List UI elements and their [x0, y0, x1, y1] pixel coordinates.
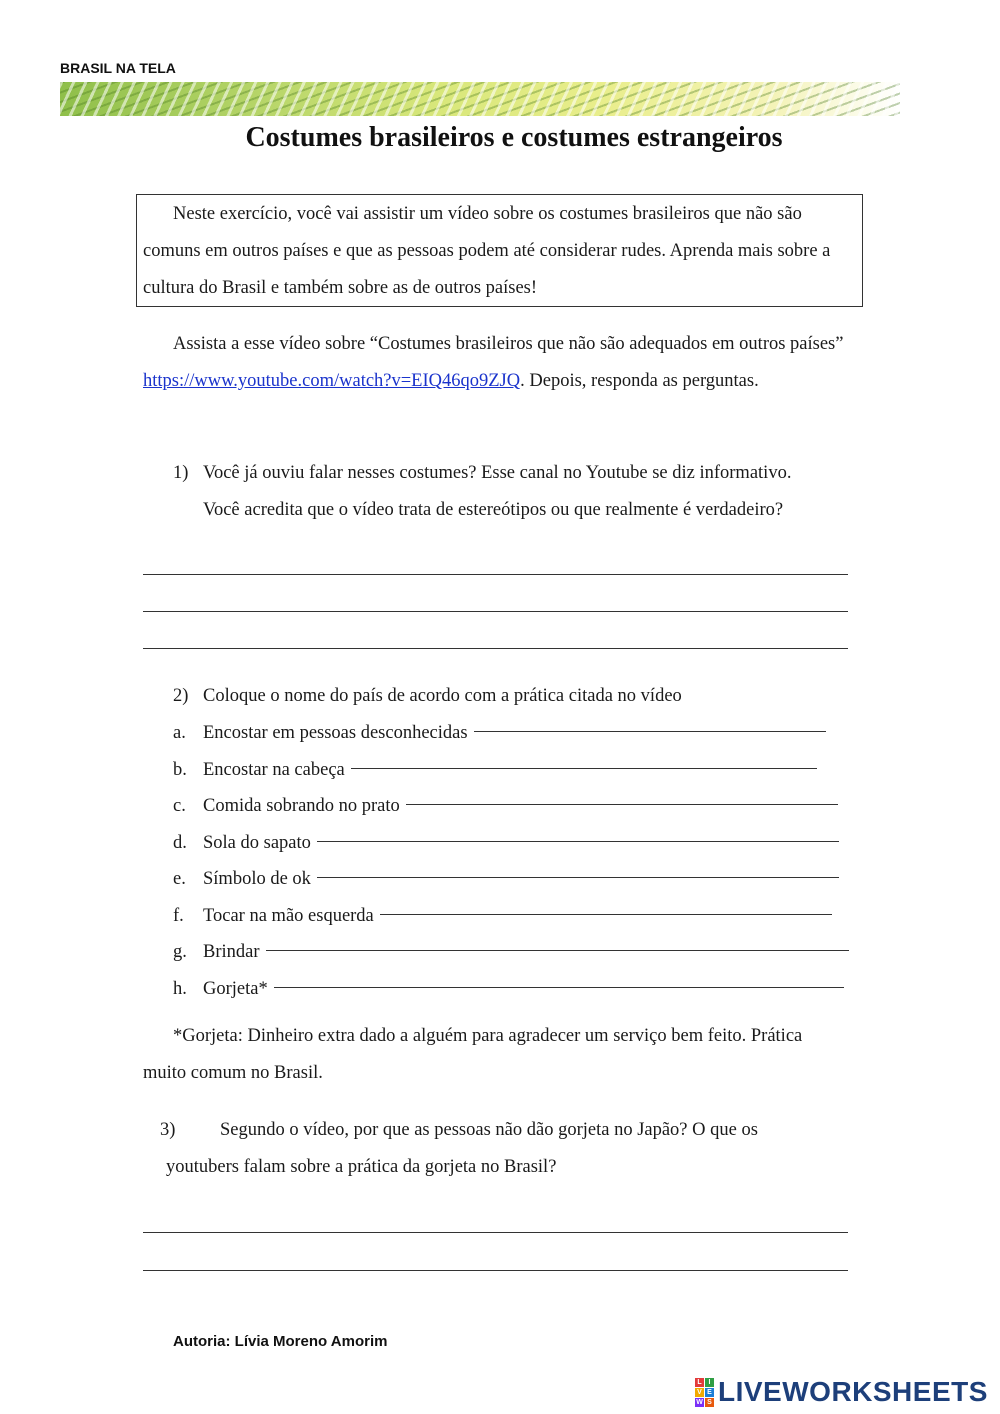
list-item — [173, 752, 817, 789]
question-text-continued: youtubers falam sobre a prática da gorjeta no Brasil? — [166, 1157, 557, 1177]
list-item — [173, 971, 844, 1008]
item-letter: g. — [173, 942, 187, 962]
answer-line[interactable] — [143, 1232, 848, 1233]
header-label: BRASIL NA TELA — [60, 60, 176, 76]
answer-line[interactable] — [266, 950, 849, 951]
item-letter: a. — [173, 723, 186, 743]
video-link[interactable]: https://www.youtube.com/watch?v=EIQ46qo9ZJQ — [143, 371, 521, 391]
answer-line[interactable] — [317, 841, 839, 842]
answer-line[interactable] — [274, 987, 844, 988]
question-number: 2) — [173, 686, 189, 706]
list-item — [173, 715, 826, 752]
item-letter: h. — [173, 979, 187, 999]
answer-line[interactable] — [317, 877, 839, 878]
answer-line[interactable] — [474, 731, 826, 732]
item-label: Tocar na mão esquerda — [203, 906, 374, 926]
page-title: Costumes brasileiros e costumes estrangeiros — [245, 122, 783, 153]
intro-text: Neste exercício, você vai assistir um vídeo sobre os costumes brasileiros que não são comuns em outros países e que as pessoas podem até considerar rudes. Aprenda mais sobre a cultura do Brasil e também sobre as de outros países! — [143, 204, 831, 298]
logo-grid-icon: L I V E W S — [695, 1378, 714, 1407]
question-3 — [160, 1112, 850, 1186]
item-label: Comida sobrando no prato — [203, 796, 400, 816]
answer-line[interactable] — [380, 914, 832, 915]
answer-line[interactable] — [143, 574, 848, 575]
item-label: Gorjeta* — [203, 979, 268, 999]
item-letter: e. — [173, 869, 186, 889]
item-label: Símbolo de ok — [203, 869, 311, 889]
answer-line[interactable] — [143, 648, 848, 649]
instruction-text: Assista a esse vídeo sobre “Costumes brasileiros que não são adequados em outros países” — [173, 334, 844, 354]
header-banner — [60, 82, 900, 116]
question-1 — [173, 455, 863, 529]
item-label: Encostar em pessoas desconhecidas — [203, 723, 468, 743]
brand-name: LIVEWORKSHEETS — [718, 1376, 988, 1407]
answer-line[interactable] — [143, 611, 848, 612]
list-item — [173, 825, 839, 862]
question-text: Você já ouviu falar nesses costumes? Esse canal no Youtube se diz informativo. — [203, 463, 792, 483]
instruction-text-end: . Depois, responda as perguntas. — [520, 371, 759, 391]
question-number: 1) — [173, 463, 189, 483]
list-item — [173, 861, 839, 898]
item-label: Encostar na cabeça — [203, 760, 345, 780]
question-text: Segundo o vídeo, por que as pessoas não dão gorjeta no Japão? O que os — [220, 1120, 758, 1140]
item-letter: b. — [173, 760, 187, 780]
answer-line[interactable] — [406, 804, 838, 805]
item-label: Brindar — [203, 942, 260, 962]
list-item — [173, 898, 832, 935]
question-text-continued: Você acredita que o vídeo trata de estereótipos ou que realmente é verdadeiro? — [203, 500, 784, 520]
item-letter: c. — [173, 796, 186, 816]
answer-line[interactable] — [351, 768, 817, 769]
item-label: Sola do sapato — [203, 833, 311, 853]
list-item — [173, 934, 849, 971]
answer-line[interactable] — [143, 1270, 848, 1271]
question-2 — [173, 678, 682, 715]
question-text: Coloque o nome do país de acordo com a prática citada no vídeo — [203, 686, 682, 706]
footnote: *Gorjeta: Dinheiro extra dado a alguém para agradecer um serviço bem feito. Prática muito comum no Brasil. — [143, 1026, 803, 1083]
liveworksheets-logo — [695, 1376, 988, 1408]
author-credit: Autoria: Lívia Moreno Amorim — [173, 1333, 388, 1350]
instruction-paragraph — [143, 326, 848, 400]
item-letter: f. — [173, 906, 184, 926]
question-number: 3) — [160, 1120, 176, 1140]
item-letter: d. — [173, 833, 187, 853]
list-item — [173, 788, 838, 825]
